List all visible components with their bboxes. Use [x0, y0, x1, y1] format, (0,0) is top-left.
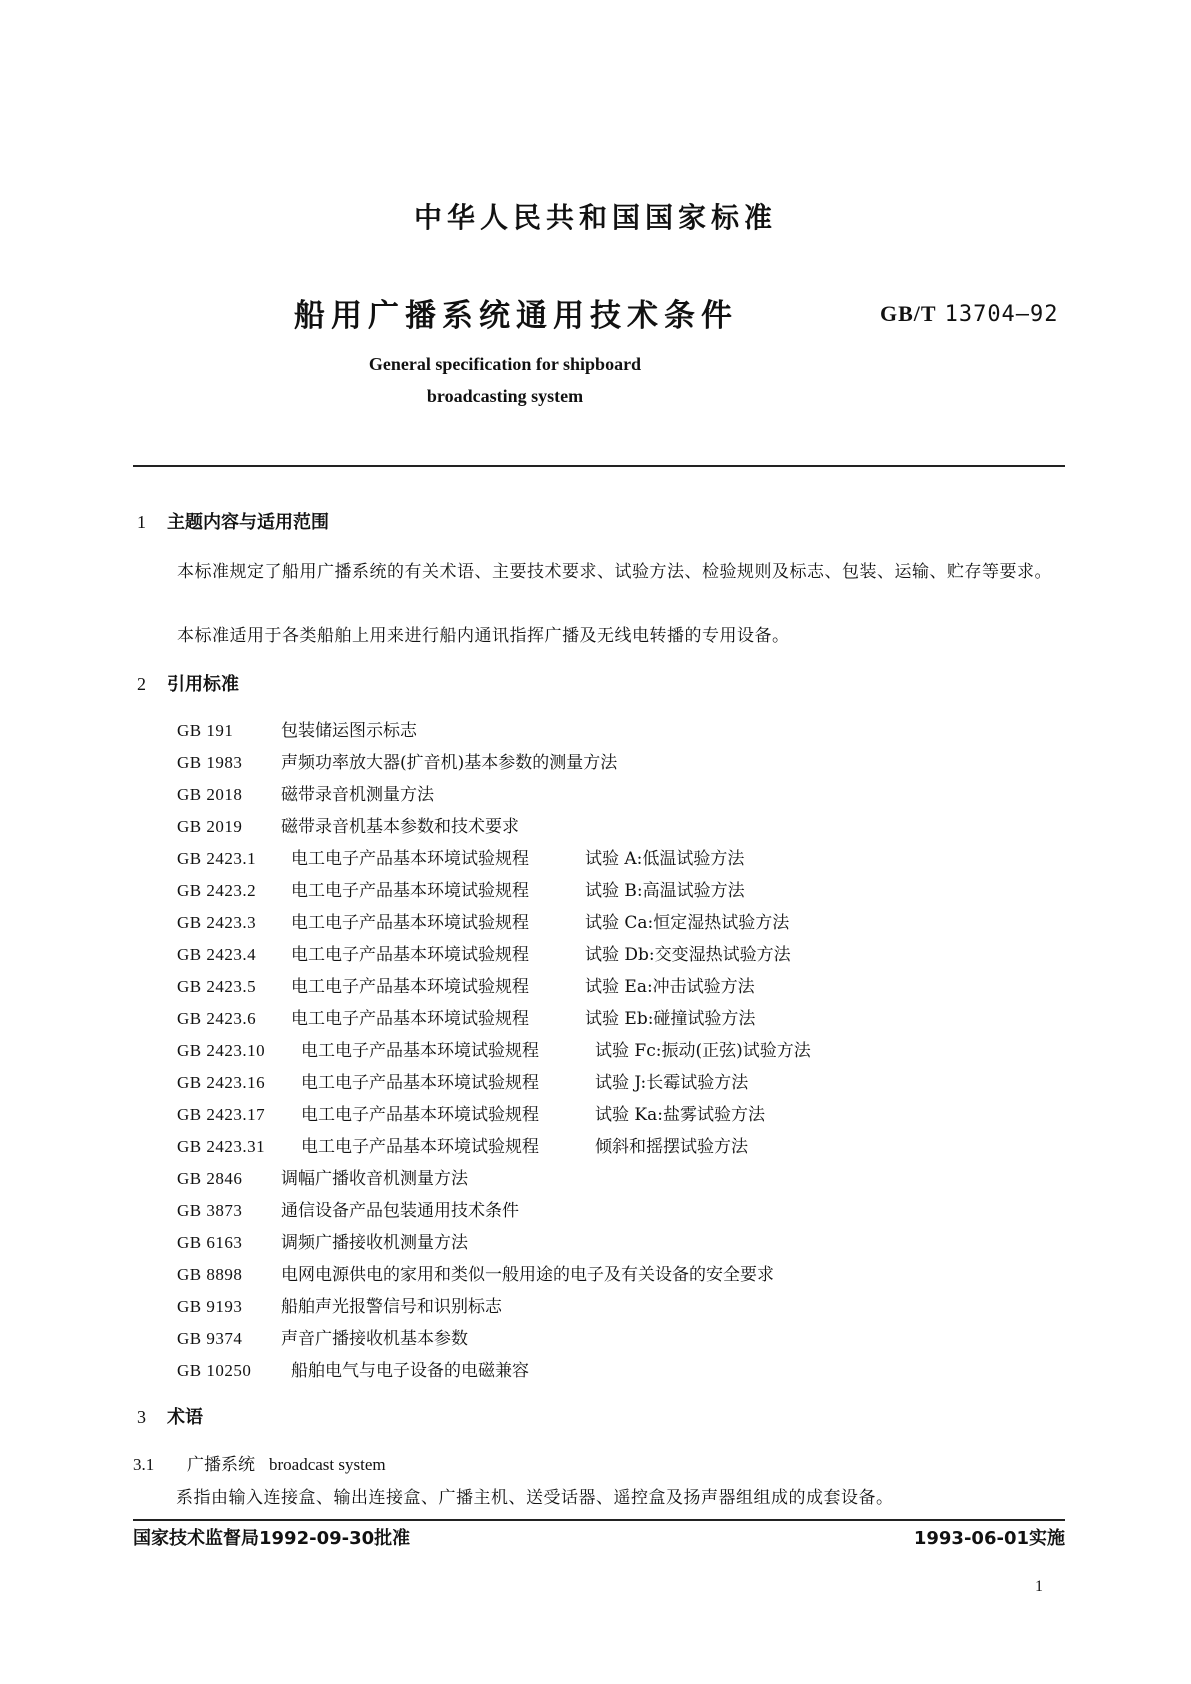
reference-code: GB 9193 [177, 1297, 243, 1316]
section-3-number: 3 [137, 1407, 146, 1427]
page-number: 1 [1035, 1578, 1043, 1595]
reference-item [177, 1163, 811, 1195]
reference-item [177, 779, 811, 811]
referenced-standards-list [177, 715, 811, 1387]
reference-code: GB 191 [177, 721, 234, 740]
reference-title: 声频功率放大器(扩音机)基本参数的测量方法 [281, 753, 618, 773]
document-title: 船用广播系统通用技术条件 [294, 298, 738, 334]
reference-title: 电工电子产品基本环境试验规程 [291, 945, 529, 965]
term-chinese: 广播系统 [187, 1455, 255, 1475]
effective-date: 1993-06-01实施 [913, 1528, 1065, 1549]
reference-code: GB 6163 [177, 1233, 243, 1252]
reference-code: GB 2423.5 [177, 977, 257, 996]
reference-test-name: 试验 Db:交变湿热试验方法 [585, 945, 791, 965]
section-2-title: 引用标准 [167, 674, 239, 695]
reference-code: GB 2019 [177, 817, 243, 836]
term-number: 3.1 [133, 1455, 155, 1474]
reference-code: GB 2423.4 [177, 945, 257, 964]
term-definition: 系指由输入连接盒、输出连接盒、广播主机、送受话器、遥控盒及扬声器组组成的成套设备。 [176, 1488, 894, 1508]
reference-title: 电工电子产品基本环境试验规程 [291, 977, 529, 997]
section-1-paragraph-2: 本标准适用于各类船舶上用来进行船内通讯指挥广播及无线电转播的专用设备。 [177, 626, 790, 646]
term-english: broadcast system [269, 1455, 386, 1474]
reference-item [177, 1355, 811, 1387]
reference-code: GB 2423.6 [177, 1009, 257, 1028]
reference-title: 电工电子产品基本环境试验规程 [301, 1137, 539, 1157]
reference-code: GB 9374 [177, 1329, 243, 1348]
standard-number [880, 301, 1059, 327]
reference-item [177, 1259, 811, 1291]
reference-test-name: 试验 B:高温试验方法 [585, 881, 745, 901]
english-title-line-1: General specification for shipboard [368, 354, 642, 374]
reference-title: 船舶声光报警信号和识别标志 [281, 1297, 502, 1317]
reference-code: GB 2846 [177, 1169, 243, 1188]
reference-code: GB 2423.16 [177, 1073, 266, 1092]
reference-test-name: 试验 Ca:恒定湿热试验方法 [585, 913, 790, 933]
section-1-paragraph-1: 本标准规定了船用广播系统的有关术语、主要技术要求、试验方法、检验规则及标志、包装、运输、贮存等要求。 [177, 562, 1052, 582]
reference-test-name: 倾斜和摇摆试验方法 [595, 1137, 748, 1157]
reference-test-name: 试验 J:长霉试验方法 [595, 1073, 749, 1093]
term-3-1 [133, 1450, 386, 1475]
reference-title: 电网电源供电的家用和类似一般用途的电子及有关设备的安全要求 [281, 1265, 774, 1285]
section-2-heading [137, 670, 239, 696]
reference-item [177, 1291, 811, 1323]
reference-title: 船舶电气与电子设备的电磁兼容 [291, 1361, 529, 1381]
english-title-line-2: broadcasting system [426, 386, 584, 406]
reference-code: GB 8898 [177, 1265, 243, 1284]
reference-code: GB 2423.1 [177, 849, 257, 868]
reference-item [177, 1099, 811, 1131]
reference-item [177, 1323, 811, 1355]
reference-item [177, 971, 811, 1003]
reference-test-name: 试验 Ea:冲击试验方法 [585, 977, 755, 997]
reference-title: 调幅广播收音机测量方法 [281, 1169, 468, 1189]
reference-item [177, 907, 811, 939]
reference-code: GB 2423.3 [177, 913, 257, 932]
header-divider [133, 465, 1065, 467]
reference-title: 电工电子产品基本环境试验规程 [291, 913, 529, 933]
reference-code: GB 3873 [177, 1201, 243, 1220]
reference-item [177, 747, 811, 779]
reference-item [177, 875, 811, 907]
reference-title: 调频广播接收机测量方法 [281, 1233, 468, 1253]
reference-code: GB 2423.10 [177, 1041, 266, 1060]
reference-title: 电工电子产品基本环境试验规程 [291, 849, 529, 869]
reference-code: GB 1983 [177, 753, 243, 772]
reference-title: 磁带录音机基本参数和技术要求 [281, 817, 519, 837]
section-3-heading [137, 1403, 203, 1429]
reference-code: GB 2018 [177, 785, 243, 804]
reference-item [177, 1227, 811, 1259]
standard-code: 13704—92 [944, 302, 1059, 327]
reference-title: 磁带录音机测量方法 [281, 785, 434, 805]
reference-title: 电工电子产品基本环境试验规程 [301, 1105, 539, 1125]
section-1-number: 1 [137, 512, 146, 532]
reference-title: 电工电子产品基本环境试验规程 [301, 1041, 539, 1061]
reference-test-name: 试验 A:低温试验方法 [585, 849, 745, 869]
reference-item [177, 811, 811, 843]
reference-code: GB 10250 [177, 1361, 252, 1380]
standard-prefix: GB/T [880, 301, 937, 326]
reference-test-name: 试验 Eb:碰撞试验方法 [585, 1009, 756, 1029]
reference-test-name: 试验 Fc:振动(正弦)试验方法 [595, 1041, 811, 1061]
reference-item [177, 1003, 811, 1035]
reference-title: 包装储运图示标志 [281, 721, 417, 741]
section-3-title: 术语 [167, 1407, 203, 1428]
section-1-title: 主题内容与适用范围 [167, 512, 329, 533]
reference-title: 电工电子产品基本环境试验规程 [291, 1009, 529, 1029]
approval-date: 国家技术监督局1992-09-30批准 [133, 1528, 411, 1549]
reference-item [177, 843, 811, 875]
section-1-heading [137, 508, 329, 534]
reference-item [177, 715, 811, 747]
reference-title: 电工电子产品基本环境试验规程 [291, 881, 529, 901]
reference-test-name: 试验 Ka:盐雾试验方法 [595, 1105, 765, 1125]
reference-code: GB 2423.31 [177, 1137, 266, 1156]
national-standard-heading: 中华人民共和国国家标准 [413, 201, 777, 234]
reference-item [177, 939, 811, 971]
reference-item [177, 1195, 811, 1227]
reference-item [177, 1067, 811, 1099]
reference-title: 通信设备产品包装通用技术条件 [281, 1201, 519, 1221]
reference-title: 电工电子产品基本环境试验规程 [301, 1073, 539, 1093]
section-2-number: 2 [137, 674, 146, 694]
reference-item [177, 1035, 811, 1067]
reference-code: GB 2423.2 [177, 881, 257, 900]
reference-item [177, 1131, 811, 1163]
footer-divider [133, 1519, 1065, 1521]
reference-code: GB 2423.17 [177, 1105, 266, 1124]
reference-title: 声音广播接收机基本参数 [281, 1329, 468, 1349]
